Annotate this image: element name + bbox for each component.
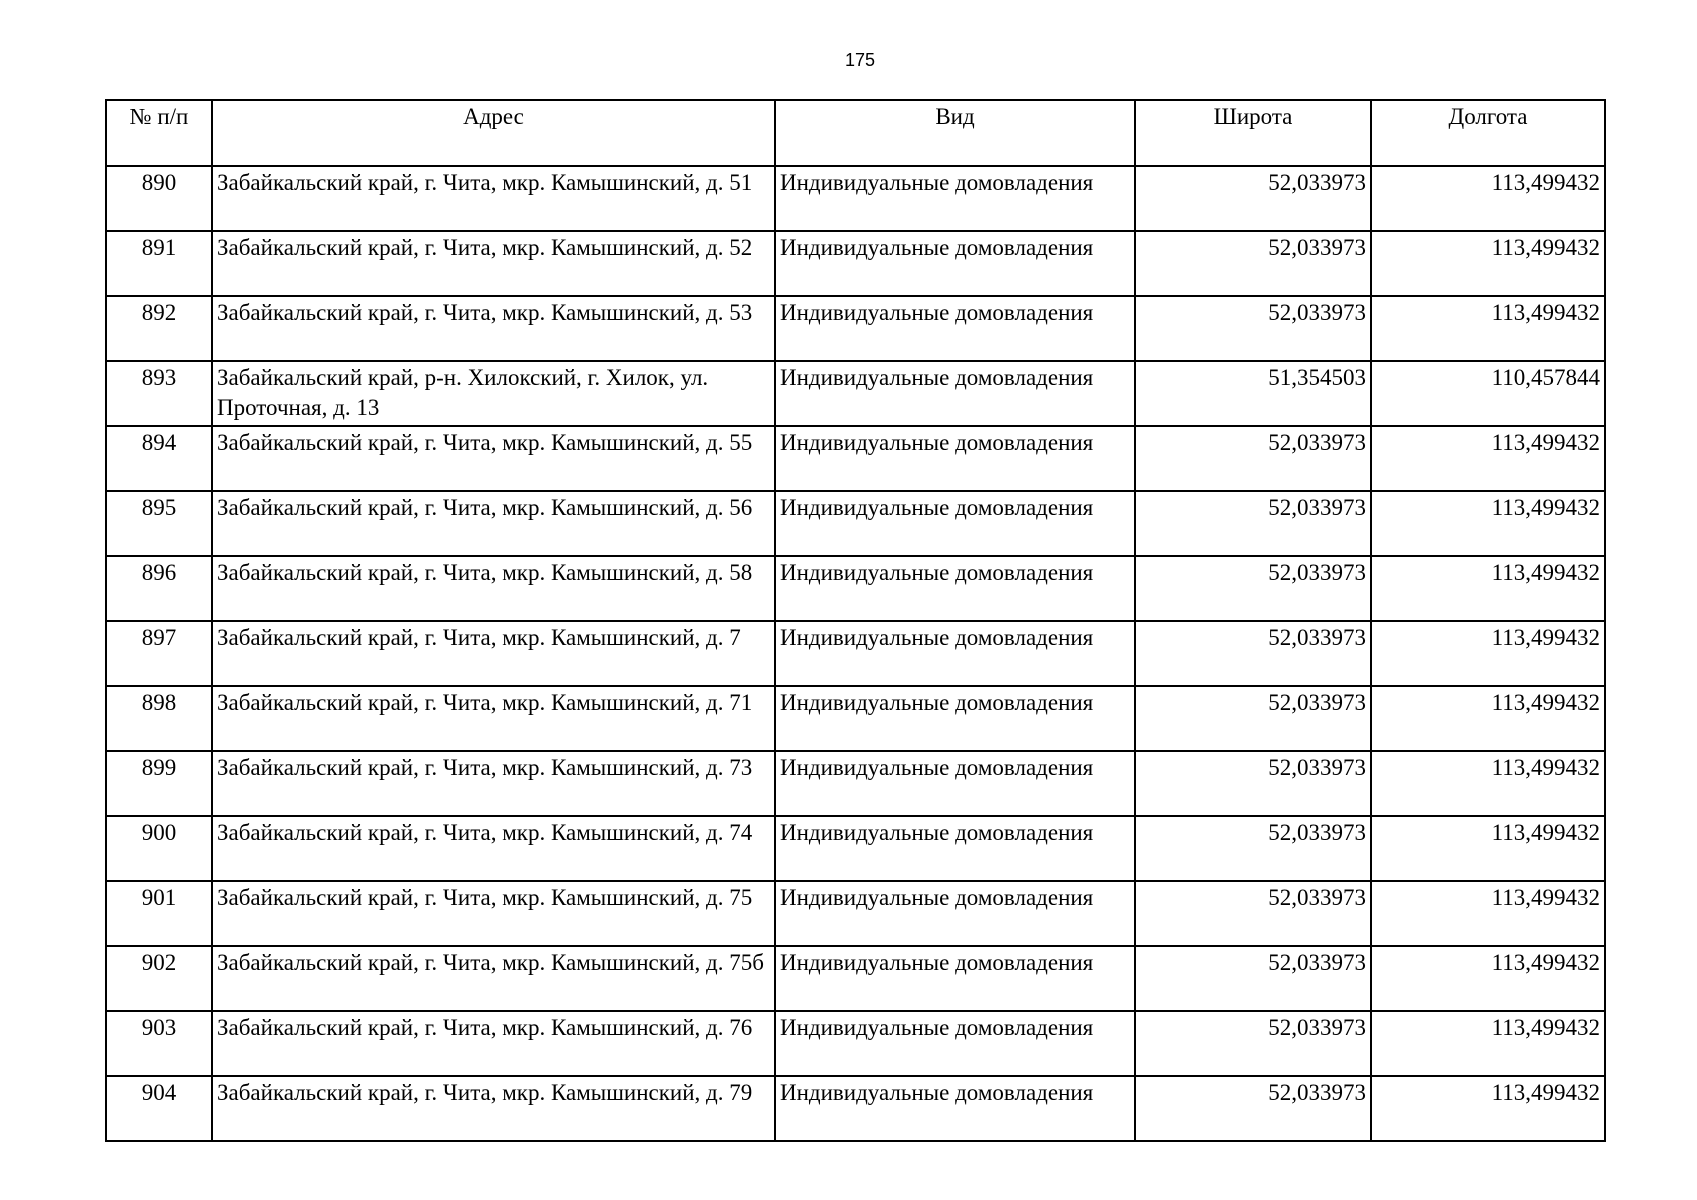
cell-kind: Индивидуальные домовладения (775, 816, 1135, 881)
cell-kind: Индивидуальные домовладения (775, 881, 1135, 946)
cell-num: 904 (106, 1076, 212, 1141)
cell-longitude: 113,499432 (1371, 166, 1605, 231)
cell-num: 903 (106, 1011, 212, 1076)
address-table (105, 99, 1606, 1142)
cell-kind: Индивидуальные домовладения (775, 296, 1135, 361)
cell-longitude: 113,499432 (1371, 426, 1605, 491)
cell-num: 896 (106, 556, 212, 621)
cell-num: 898 (106, 686, 212, 751)
cell-longitude: 113,499432 (1371, 816, 1605, 881)
cell-address: Забайкальский край, р-н. Хилокский, г. Хилок, ул. Проточная, д. 13 (212, 361, 775, 426)
table-row (106, 621, 1605, 686)
cell-longitude: 113,499432 (1371, 1011, 1605, 1076)
cell-address: Забайкальский край, г. Чита, мкр. Камышинский, д. 56 (212, 491, 775, 556)
cell-address: Забайкальский край, г. Чита, мкр. Камышинский, д. 7 (212, 621, 775, 686)
cell-num: 894 (106, 426, 212, 491)
table-row (106, 491, 1605, 556)
table-row (106, 1076, 1605, 1141)
cell-latitude: 51,354503 (1135, 361, 1371, 426)
header-latitude: Широта (1135, 100, 1371, 166)
header-address: Адрес (212, 100, 775, 166)
cell-num: 891 (106, 231, 212, 296)
header-longitude: Долгота (1371, 100, 1605, 166)
cell-kind: Индивидуальные домовладения (775, 361, 1135, 426)
cell-address: Забайкальский край, г. Чита, мкр. Камышинский, д. 52 (212, 231, 775, 296)
table-body (106, 166, 1605, 1141)
cell-longitude: 113,499432 (1371, 556, 1605, 621)
cell-longitude: 113,499432 (1371, 296, 1605, 361)
header-kind: Вид (775, 100, 1135, 166)
cell-longitude: 113,499432 (1371, 1076, 1605, 1141)
cell-kind: Индивидуальные домовладения (775, 426, 1135, 491)
cell-kind: Индивидуальные домовладения (775, 231, 1135, 296)
cell-num: 902 (106, 946, 212, 1011)
cell-address: Забайкальский край, г. Чита, мкр. Камышинский, д. 53 (212, 296, 775, 361)
table-row (106, 426, 1605, 491)
cell-longitude: 113,499432 (1371, 751, 1605, 816)
cell-num: 895 (106, 491, 212, 556)
cell-latitude: 52,033973 (1135, 231, 1371, 296)
cell-address: Забайкальский край, г. Чита, мкр. Камышинский, д. 71 (212, 686, 775, 751)
table-row (106, 556, 1605, 621)
cell-num: 890 (106, 166, 212, 231)
cell-kind: Индивидуальные домовладения (775, 491, 1135, 556)
cell-num: 892 (106, 296, 212, 361)
cell-longitude: 113,499432 (1371, 946, 1605, 1011)
cell-latitude: 52,033973 (1135, 816, 1371, 881)
cell-kind: Индивидуальные домовладения (775, 1011, 1135, 1076)
cell-latitude: 52,033973 (1135, 946, 1371, 1011)
cell-longitude: 113,499432 (1371, 491, 1605, 556)
cell-num: 893 (106, 361, 212, 426)
cell-num: 901 (106, 881, 212, 946)
cell-kind: Индивидуальные домовладения (775, 686, 1135, 751)
table-row (106, 361, 1605, 426)
table-row (106, 686, 1605, 751)
cell-latitude: 52,033973 (1135, 166, 1371, 231)
cell-latitude: 52,033973 (1135, 491, 1371, 556)
cell-address: Забайкальский край, г. Чита, мкр. Камышинский, д. 55 (212, 426, 775, 491)
cell-latitude: 52,033973 (1135, 686, 1371, 751)
cell-address: Забайкальский край, г. Чита, мкр. Камышинский, д. 75 (212, 881, 775, 946)
cell-latitude: 52,033973 (1135, 426, 1371, 491)
cell-longitude: 113,499432 (1371, 231, 1605, 296)
cell-num: 900 (106, 816, 212, 881)
cell-address: Забайкальский край, г. Чита, мкр. Камышинский, д. 58 (212, 556, 775, 621)
cell-longitude: 110,457844 (1371, 361, 1605, 426)
cell-kind: Индивидуальные домовладения (775, 556, 1135, 621)
table-row (106, 296, 1605, 361)
table-row (106, 231, 1605, 296)
cell-latitude: 52,033973 (1135, 1076, 1371, 1141)
cell-num: 899 (106, 751, 212, 816)
cell-latitude: 52,033973 (1135, 296, 1371, 361)
cell-kind: Индивидуальные домовладения (775, 166, 1135, 231)
table-row (106, 881, 1605, 946)
cell-kind: Индивидуальные домовладения (775, 751, 1135, 816)
header-num: № п/п (106, 100, 212, 166)
cell-latitude: 52,033973 (1135, 751, 1371, 816)
cell-longitude: 113,499432 (1371, 621, 1605, 686)
table-row (106, 946, 1605, 1011)
table-row (106, 166, 1605, 231)
cell-latitude: 52,033973 (1135, 1011, 1371, 1076)
cell-address: Забайкальский край, г. Чита, мкр. Камышинский, д. 76 (212, 1011, 775, 1076)
cell-kind: Индивидуальные домовладения (775, 621, 1135, 686)
cell-address: Забайкальский край, г. Чита, мкр. Камышинский, д. 75б (212, 946, 775, 1011)
table-row (106, 1011, 1605, 1076)
table-row (106, 816, 1605, 881)
cell-num: 897 (106, 621, 212, 686)
page-number: 175 (844, 50, 876, 70)
cell-latitude: 52,033973 (1135, 881, 1371, 946)
cell-address: Забайкальский край, г. Чита, мкр. Камышинский, д. 73 (212, 751, 775, 816)
cell-address: Забайкальский край, г. Чита, мкр. Камышинский, д. 79 (212, 1076, 775, 1141)
cell-kind: Индивидуальные домовладения (775, 1076, 1135, 1141)
cell-latitude: 52,033973 (1135, 621, 1371, 686)
cell-longitude: 113,499432 (1371, 881, 1605, 946)
cell-address: Забайкальский край, г. Чита, мкр. Камышинский, д. 74 (212, 816, 775, 881)
cell-latitude: 52,033973 (1135, 556, 1371, 621)
cell-address: Забайкальский край, г. Чита, мкр. Камышинский, д. 51 (212, 166, 775, 231)
cell-longitude: 113,499432 (1371, 686, 1605, 751)
cell-kind: Индивидуальные домовладения (775, 946, 1135, 1011)
table-header-row (106, 100, 1605, 166)
table-row (106, 751, 1605, 816)
